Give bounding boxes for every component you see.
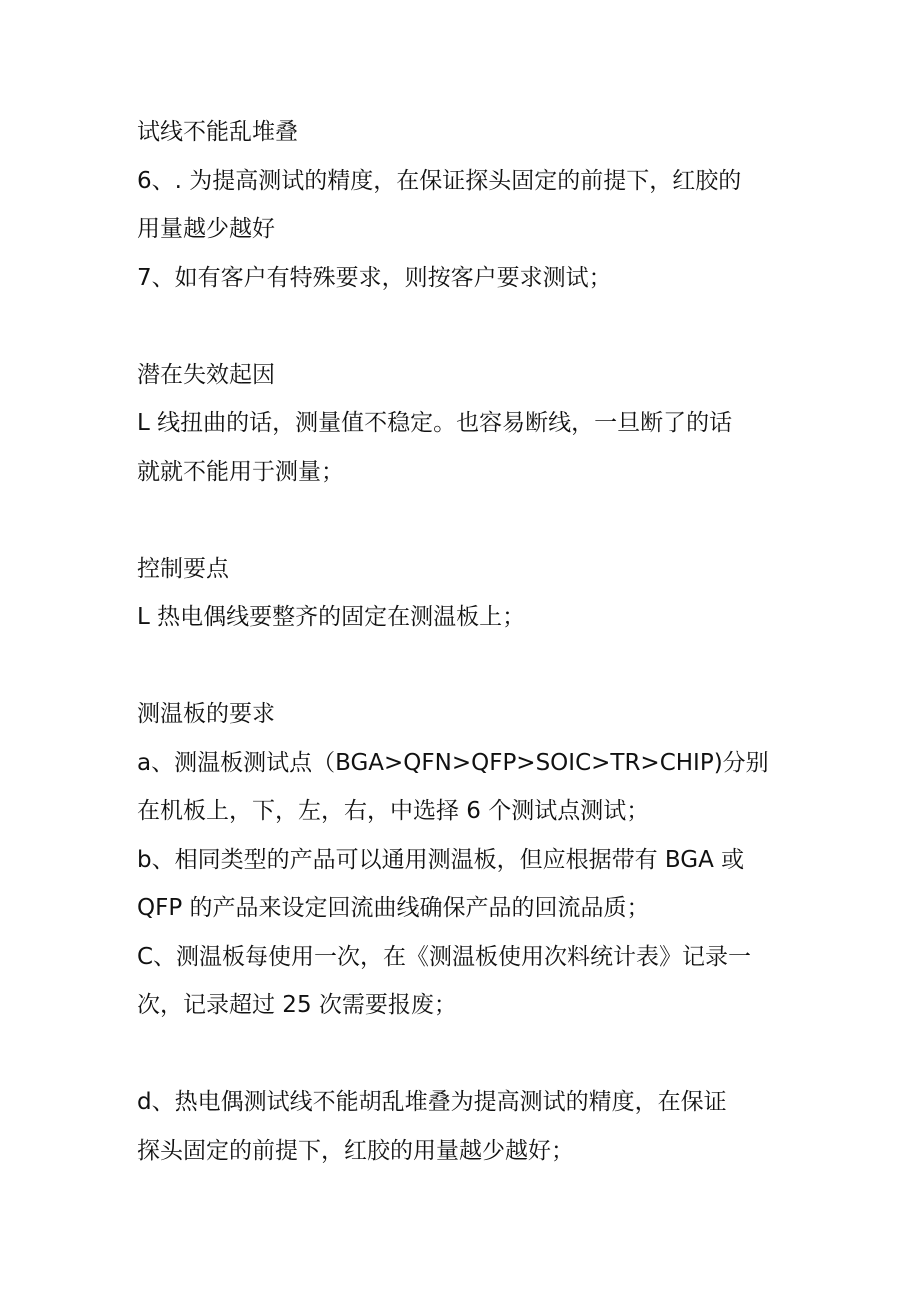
blank-line (137, 642, 797, 691)
text-line: 用量越少越好 (137, 216, 275, 242)
text-line: 在机板上，下，左，右，中选择 6 个测试点测试； (137, 798, 650, 824)
text-line: 试线不能乱堆叠 (137, 119, 298, 145)
document-body (137, 108, 797, 1175)
text-line: d、热电偶测试线不能胡乱堆叠为提高测试的精度，在保证 (137, 1089, 727, 1115)
text-line: 6、. 为提高测试的精度，在保证探头固定的前提下，红胶的 (137, 167, 742, 194)
text-line: a、测温板测试点（BGA>QFN>QFP>SOIC>TR>CHIP)分别 (137, 749, 769, 776)
text-line: QFP 的产品来设定回流曲线确保产品的回流品质； (137, 895, 650, 921)
blank-line (137, 1030, 797, 1079)
blank-line (137, 302, 797, 351)
blank-line (137, 496, 797, 545)
text-line: L 热电偶线要整齐的固定在测温板上； (137, 604, 526, 630)
section-heading-board-requirements: 测温板的要求 (137, 701, 275, 727)
text-line: 就就不能用于测量； (137, 458, 344, 485)
text-line: 7、如有客户有特殊要求，则按客户要求测试； (137, 264, 612, 291)
text-line: 探头固定的前提下，红胶的用量越少越好； (137, 1137, 574, 1164)
section-heading-failure-causes: 潜在失效起因 (137, 361, 275, 388)
text-line: b、相同类型的产品可以通用测温板，但应根据带有 BGA 或 (137, 846, 745, 873)
text-line: L 线扭曲的话，测量值不稳定。也容易断线，一旦断了的话 (137, 410, 733, 436)
text-line: 次，记录超过 25 次需要报废； (137, 992, 457, 1018)
section-heading-control-points: 控制要点 (137, 555, 229, 582)
text-line: C、测温板每使用一次，在《测温板使用次料统计表》记录一 (137, 943, 752, 970)
